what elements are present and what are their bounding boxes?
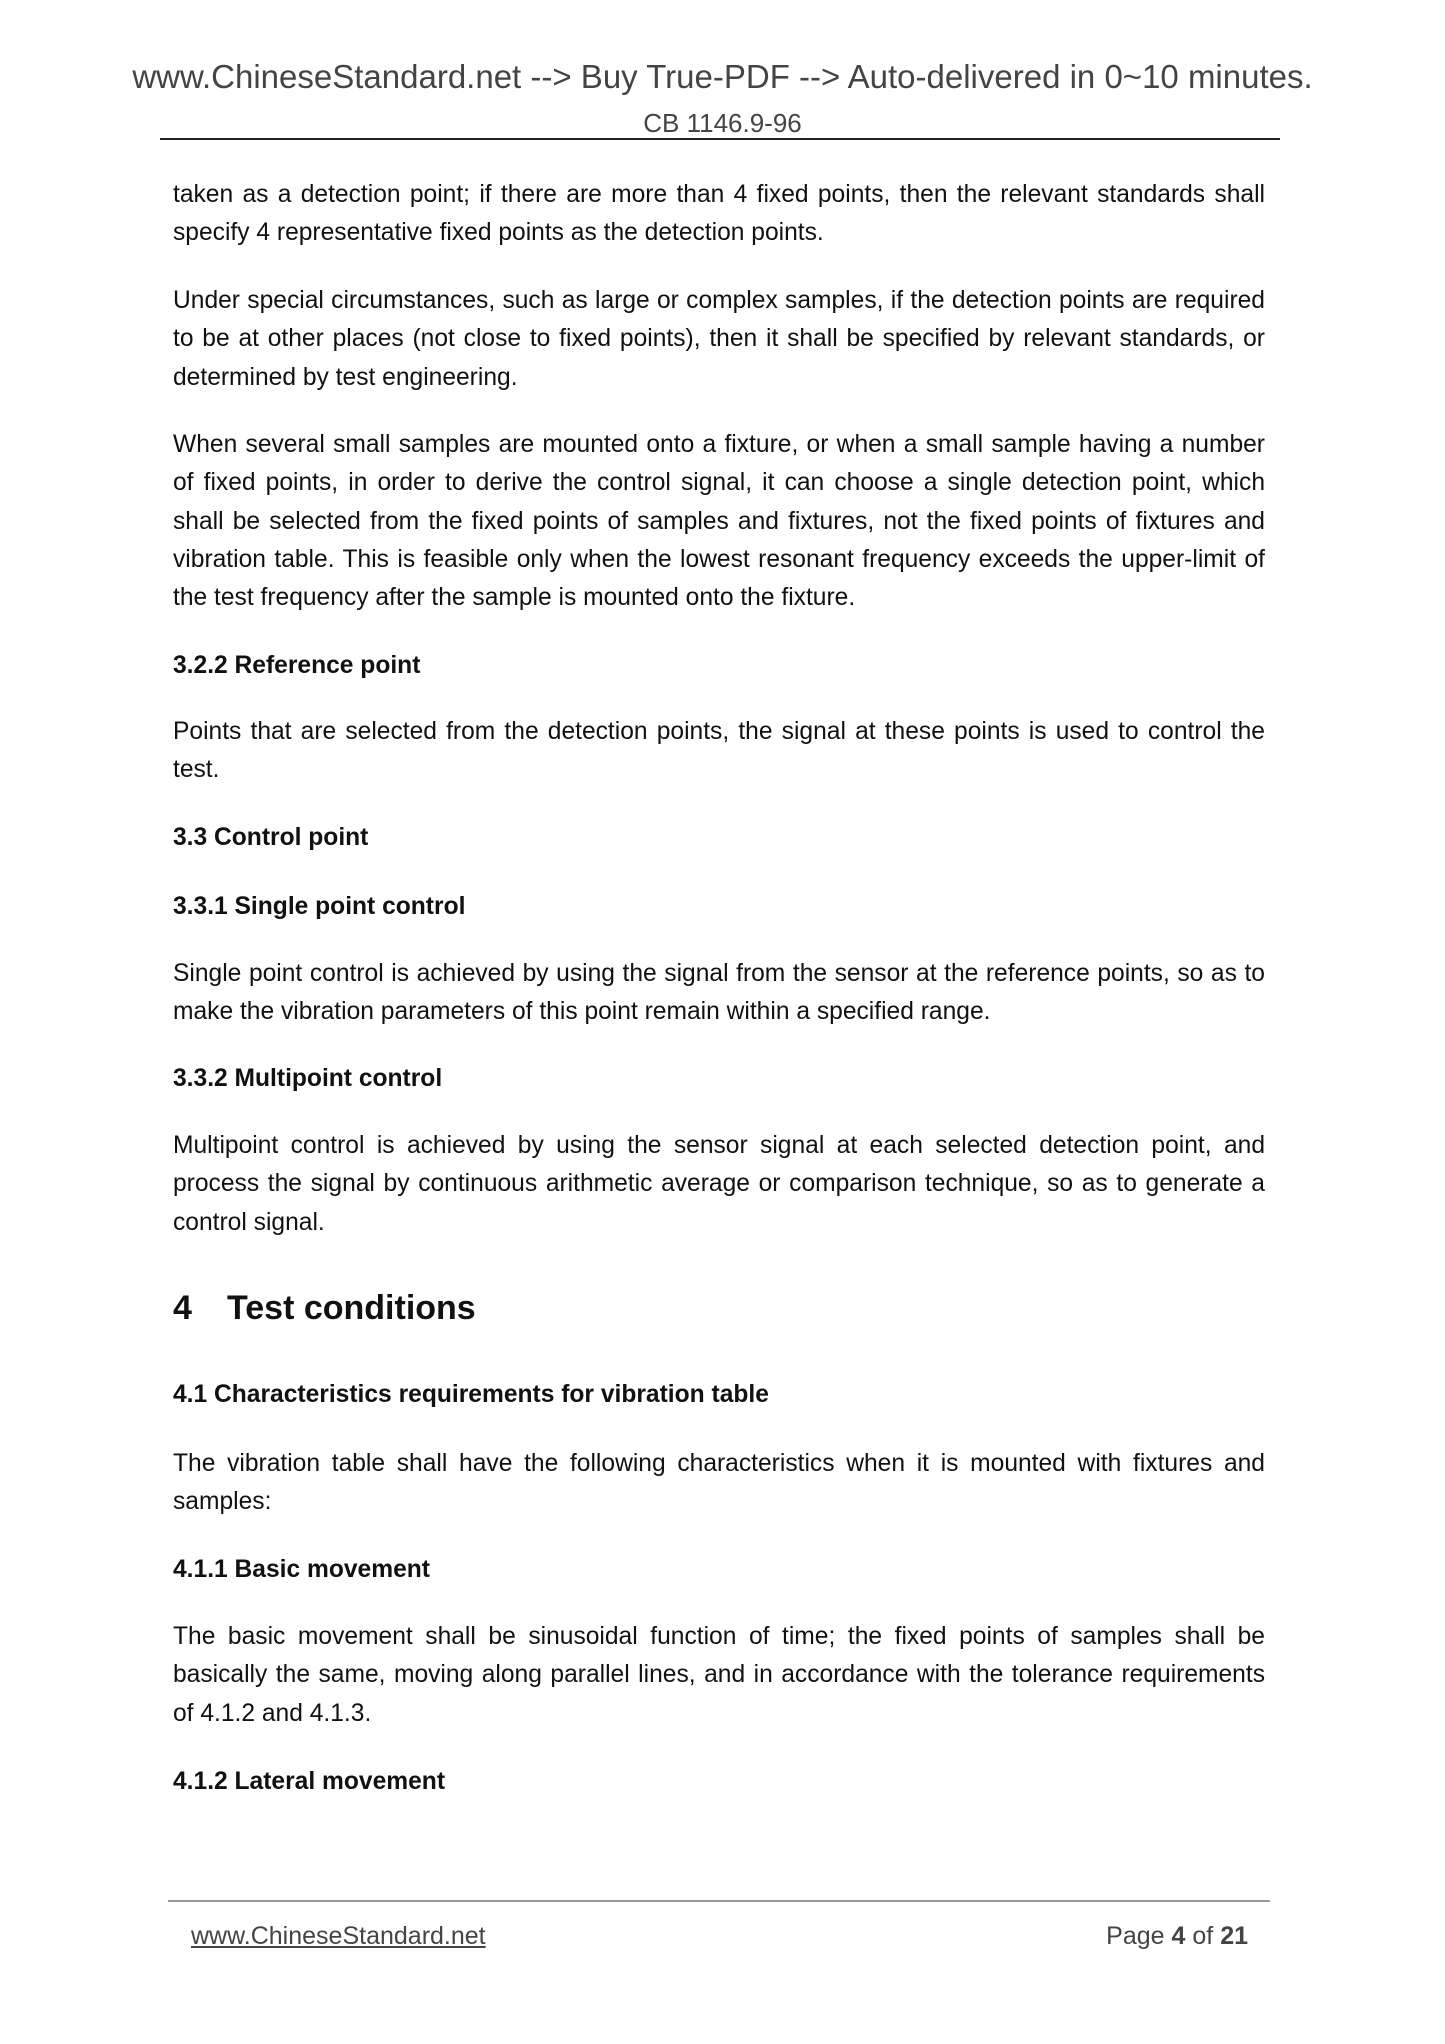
header-banner: www.ChineseStandard.net --> Buy True-PDF --> Auto-delivered in 0~10 minutes.	[132, 58, 1313, 95]
paragraph: When several small samples are mounted onto a fixture, or when a small sample having a number of fixed points, in order to derive the control signal, it can choose a single detection point, which shall be selected from the fixed points of samples and fixtures, not the fixed points of fixtures and vibration table. This is feasible only when the lowest resonant frequency exceeds the upper-limit of the test frequency after the sample is mounted onto the fixture.	[173, 431, 1265, 612]
page-current: 4	[1171, 1922, 1186, 1950]
chapter-title: Test conditions	[227, 1289, 476, 1327]
page-label: Page	[1106, 1922, 1165, 1950]
section-heading: 3.2.2 Reference point	[173, 652, 421, 679]
section-heading: 3.3.1 Single point control	[173, 893, 466, 920]
page-indicator	[1106, 1922, 1248, 1951]
paragraph: Points that are selected from the detection points, the signal at these points is used to control the test.	[173, 718, 1265, 784]
footer-website-link[interactable]: www.ChineseStandard.net	[191, 1922, 486, 1950]
header-divider	[160, 138, 1280, 140]
section-heading: 4.1.2 Lateral movement	[173, 1768, 446, 1795]
paragraph: The basic movement shall be sinusoidal function of time; the fixed points of samples shall be basically the same, moving along parallel lines, and in accordance with the tolerance requirements of 4.1.2 and 4.1.3.	[173, 1623, 1265, 1727]
paragraph: Multipoint control is achieved by using the sensor signal at each selected detection point, and process the signal by continuous arithmetic average or comparison technique, so as to generate a control signal.	[173, 1132, 1265, 1236]
chapter-number: 4	[173, 1289, 192, 1327]
section-heading: 4.1 Characteristics requirements for vibration table	[173, 1381, 769, 1408]
footer-divider	[168, 1900, 1270, 1902]
chapter-heading	[173, 1289, 476, 1328]
section-heading: 3.3 Control point	[173, 824, 369, 851]
paragraph: Single point control is achieved by using the signal from the sensor at the reference points, so as to make the vibration parameters of this point remain within a specified range.	[173, 960, 1265, 1026]
paragraph: The vibration table shall have the following characteristics when it is mounted with fixtures and samples:	[173, 1450, 1265, 1516]
document-code: CB 1146.9-96	[643, 108, 802, 138]
paragraph: taken as a detection point; if there are more than 4 fixed points, then the relevant standards shall specify 4 representative fixed points as the detection points.	[173, 181, 1265, 247]
section-heading: 4.1.1 Basic movement	[173, 1556, 430, 1583]
paragraph: Under special circumstances, such as large or complex samples, if the detection points are required to be at other places (not close to fixed points), then it shall be specified by relevant standards, or determined by test engineering.	[173, 287, 1265, 391]
section-heading: 3.3.2 Multipoint control	[173, 1065, 443, 1092]
page-total: 21	[1220, 1922, 1248, 1950]
page-of-label: of	[1192, 1922, 1214, 1950]
